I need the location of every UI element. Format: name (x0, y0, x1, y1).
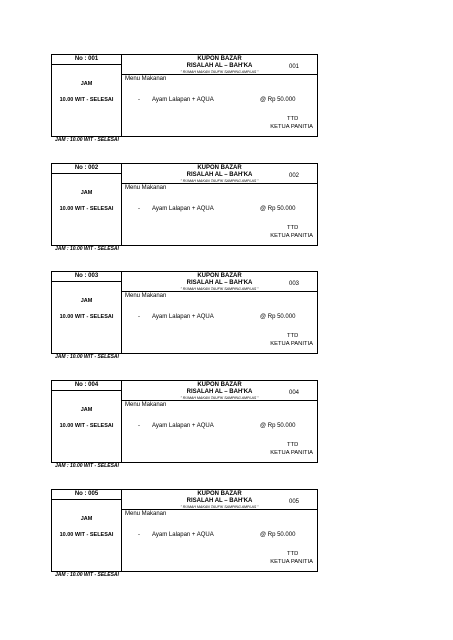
coupon-number: 003 (288, 281, 299, 287)
coupon-footer-time: JAM : 10.00 WIT - SELESAI (55, 246, 119, 252)
coupon-card (51, 163, 318, 252)
coupon-location-note: " RUMAH MAKAN TAUFIK SAMPING AMPLAS " (180, 505, 259, 509)
stub-jam-label: JAM (80, 407, 93, 413)
coupon-main (122, 164, 317, 245)
stub-time: 10.00 WIT - SELESAI (59, 314, 114, 320)
menu-item: Ayam Lalapan + AQUA (152, 97, 214, 103)
stub-jam-label: JAM (80, 298, 93, 304)
coupon-main (122, 381, 317, 462)
coupon-footer-time: JAM : 10.00 WIT - SELESAI (55, 137, 119, 143)
stub-time: 10.00 WIT - SELESAI (59, 423, 114, 429)
coupon-subtitle: RISALAH AL – BAH'KA (186, 63, 253, 69)
coupon-stub (52, 381, 122, 462)
committee-chair-label: KETUA PANITIA (270, 233, 313, 239)
coupon-header (122, 272, 317, 292)
signature-label: TTD (287, 116, 299, 122)
coupon-subtitle: RISALAH AL – BAH'KA (186, 280, 253, 286)
menu-price: @ Rp 50.000 (260, 532, 296, 538)
coupon-stub-number: No : 004 (52, 381, 121, 391)
menu-item: Ayam Lalapan + AQUA (152, 423, 214, 429)
coupon-number: 005 (288, 499, 299, 505)
stub-time: 10.00 WIT - SELESAI (59, 97, 114, 103)
coupon-subtitle: RISALAH AL – BAH'KA (186, 498, 253, 504)
coupon-number: 002 (288, 173, 299, 179)
coupon-main (122, 55, 317, 136)
menu-price: @ Rp 50.000 (260, 206, 296, 212)
menu-price: @ Rp 50.000 (260, 97, 296, 103)
coupon-footer-time: JAM : 10.00 WIT - SELESAI (55, 572, 119, 578)
coupon-stub (52, 490, 122, 571)
coupon-number: 004 (288, 390, 299, 396)
menu-item: Ayam Lalapan + AQUA (152, 314, 214, 320)
coupon-stub (52, 55, 122, 136)
coupon-card (51, 489, 318, 578)
coupon-title: KUPON BAZAR (197, 165, 242, 171)
coupon-location-note: " RUMAH MAKAN TAUFIK SAMPING AMPLAS " (180, 70, 259, 74)
coupon-subtitle: RISALAH AL – BAH'KA (186, 172, 253, 178)
committee-chair-label: KETUA PANITIA (270, 559, 313, 565)
menu-item: Ayam Lalapan + AQUA (152, 206, 214, 212)
stub-jam-label: JAM (80, 190, 93, 196)
committee-chair-label: KETUA PANITIA (270, 341, 313, 347)
signature-label: TTD (287, 551, 299, 557)
coupon-header (122, 490, 317, 510)
signature-label: TTD (287, 333, 299, 339)
coupon-card (51, 271, 318, 360)
coupon-number: 001 (288, 64, 299, 70)
coupon-stub-number: No : 001 (52, 55, 121, 65)
menu-label: Menu Makanan (125, 76, 167, 82)
coupon-card (51, 380, 318, 469)
coupon-main (122, 490, 317, 571)
stub-time: 10.00 WIT - SELESAI (59, 206, 114, 212)
coupon-stub-number: No : 003 (52, 272, 121, 282)
coupon-footer-time: JAM : 10.00 WIT - SELESAI (55, 354, 119, 360)
menu-label: Menu Makanan (125, 511, 167, 517)
item-dash: - (138, 314, 140, 320)
coupon-card (51, 54, 318, 143)
menu-label: Menu Makanan (125, 402, 167, 408)
coupon-title: KUPON BAZAR (197, 382, 242, 388)
coupon-main (122, 272, 317, 353)
item-dash: - (138, 423, 140, 429)
item-dash: - (138, 532, 140, 538)
signature-label: TTD (287, 442, 299, 448)
stub-time: 10.00 WIT - SELESAI (59, 532, 114, 538)
coupon-stub-number: No : 002 (52, 164, 121, 174)
coupon-stub (52, 272, 122, 353)
coupon-location-note: " RUMAH MAKAN TAUFIK SAMPING AMPLAS " (180, 179, 259, 183)
menu-label: Menu Makanan (125, 185, 167, 191)
committee-chair-label: KETUA PANITIA (270, 450, 313, 456)
coupon-stub (52, 164, 122, 245)
coupon-subtitle: RISALAH AL – BAH'KA (186, 389, 253, 395)
coupon-title: KUPON BAZAR (197, 56, 242, 62)
stub-jam-label: JAM (80, 516, 93, 522)
item-dash: - (138, 97, 140, 103)
coupon-title: KUPON BAZAR (197, 491, 242, 497)
coupon-location-note: " RUMAH MAKAN TAUFIK SAMPING AMPLAS " (180, 396, 259, 400)
coupon-header (122, 55, 317, 75)
menu-item: Ayam Lalapan + AQUA (152, 532, 214, 538)
committee-chair-label: KETUA PANITIA (270, 124, 313, 130)
coupon-footer-time: JAM : 10.00 WIT - SELESAI (55, 463, 119, 469)
menu-label: Menu Makanan (125, 293, 167, 299)
coupon-location-note: " RUMAH MAKAN TAUFIK SAMPING AMPLAS " (180, 287, 259, 291)
coupon-title: KUPON BAZAR (197, 273, 242, 279)
menu-price: @ Rp 50.000 (260, 314, 296, 320)
coupon-header (122, 381, 317, 401)
coupon-header (122, 164, 317, 184)
stub-jam-label: JAM (80, 81, 93, 87)
coupon-stub-number: No : 005 (52, 490, 121, 500)
menu-price: @ Rp 50.000 (260, 423, 296, 429)
signature-label: TTD (287, 225, 299, 231)
item-dash: - (138, 206, 140, 212)
